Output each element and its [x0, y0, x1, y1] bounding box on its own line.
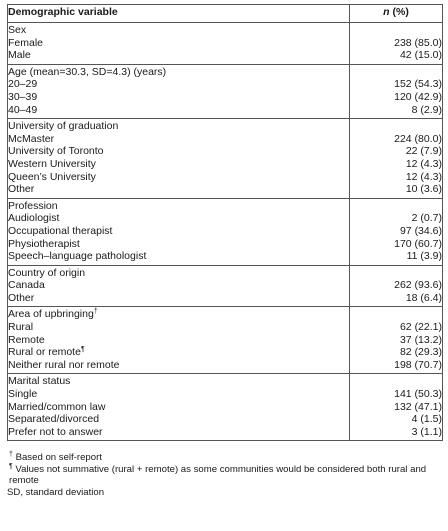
row-value: 238 (85.0): [350, 37, 443, 50]
row-label-text: Speech–language pathologist: [8, 250, 147, 263]
group-row-upbringing: [8, 307, 443, 321]
row-label: [8, 91, 350, 104]
group-value: [350, 23, 443, 37]
group-label-text: Profession: [8, 199, 58, 212]
group-label: [8, 198, 350, 212]
group-label: [8, 265, 350, 279]
row-label-text: Separated/divorced: [8, 413, 100, 426]
table-row: [8, 225, 443, 238]
row-value: 152 (54.3): [350, 78, 443, 91]
footnote-mark: †: [93, 308, 98, 316]
group-label-text: Sex: [8, 24, 27, 36]
header-n: n: [383, 6, 390, 18]
row-value: 198 (70.7): [350, 359, 443, 374]
footnotes: [7, 452, 443, 498]
group-value: [350, 307, 443, 321]
table-row: [8, 133, 443, 146]
table-row: [8, 413, 443, 426]
row-value: 37 (13.2): [350, 334, 443, 347]
row-value: 11 (3.9): [350, 250, 443, 265]
table-row: [8, 346, 443, 359]
row-value: 42 (15.0): [350, 49, 443, 64]
row-label: [8, 388, 350, 401]
row-value: 8 (2.9): [350, 104, 443, 119]
row-value: 3 (1.1): [350, 426, 443, 441]
footnote-self-report-text: Based on self-report: [12, 452, 102, 463]
row-value: 22 (7.9): [350, 145, 443, 158]
group-label-text: Area of upbringing: [8, 308, 94, 321]
row-value: 132 (47.1): [350, 401, 443, 414]
row-label-text: Queen’s University: [8, 170, 96, 183]
group-row-country: [8, 265, 443, 279]
table-row: [8, 292, 443, 307]
table-row: [8, 401, 443, 414]
row-label-text: Remote: [8, 333, 45, 346]
row-label-text: Married/common law: [8, 400, 106, 413]
row-label: [8, 426, 350, 441]
row-label-text: Male: [8, 49, 31, 62]
row-label: [8, 238, 350, 251]
group-label: [8, 374, 350, 388]
group-row-sex: [8, 23, 443, 37]
group-value: [350, 64, 443, 78]
row-label-text: Rural or remote: [8, 346, 81, 359]
row-label: [8, 401, 350, 414]
row-label: [8, 346, 350, 359]
table-row: [8, 91, 443, 104]
group-label: [8, 64, 350, 78]
row-value: 82 (29.3): [350, 346, 443, 359]
row-label: [8, 104, 350, 119]
row-label: [8, 37, 350, 50]
row-label-text: Physiotherapist: [8, 237, 80, 250]
row-label: [8, 250, 350, 265]
row-label: [8, 292, 350, 307]
row-label-text: Other: [8, 291, 35, 304]
footnote-mark: ¶: [80, 346, 85, 354]
demographics-table: [7, 4, 443, 441]
row-label-text: Western University: [8, 157, 96, 170]
row-label-text: University of Toronto: [8, 145, 104, 158]
group-label-text: Country of origin: [8, 266, 86, 279]
group-row-university: [8, 119, 443, 133]
group-label-text: Age (mean=30.3, SD=4.3) (years): [8, 65, 167, 78]
table-row: [8, 388, 443, 401]
row-label: [8, 78, 350, 91]
row-label: [8, 334, 350, 347]
row-label-text: 40–49: [8, 103, 38, 116]
table-row: [8, 145, 443, 158]
row-label: [8, 145, 350, 158]
group-row-profession: [8, 198, 443, 212]
table-row: [8, 279, 443, 292]
row-value: 2 (0.7): [350, 212, 443, 225]
footnote-summative-text: Values not summative (rural + remote) as some communities would be considered both rural and remote: [9, 463, 427, 487]
row-label: [8, 225, 350, 238]
row-label-text: Prefer not to answer: [8, 425, 103, 438]
row-label: [8, 49, 350, 64]
footnote-summative: [7, 464, 443, 487]
table-row: [8, 104, 443, 119]
row-value: 262 (93.6): [350, 279, 443, 292]
group-label-text: University of graduation: [8, 120, 119, 133]
row-value: 4 (1.5): [350, 413, 443, 426]
table-row: [8, 78, 443, 91]
table-row: [8, 250, 443, 265]
row-label: [8, 359, 350, 374]
table-row: [8, 359, 443, 374]
row-label: [8, 212, 350, 225]
row-label: [8, 321, 350, 334]
header-pct: (%): [389, 6, 409, 18]
row-label-text: Occupational therapist: [8, 224, 113, 237]
table-body: [8, 23, 443, 441]
table-row: [8, 183, 443, 198]
row-label-text: Single: [8, 388, 38, 401]
row-value: 141 (50.3): [350, 388, 443, 401]
row-value: 10 (3.6): [350, 183, 443, 198]
footnote-self-report: [7, 452, 443, 464]
row-label-text: Other: [8, 183, 35, 196]
row-label: [8, 279, 350, 292]
row-label: [8, 158, 350, 171]
pilcrow-mark: ¶: [9, 462, 13, 470]
row-value: 120 (42.9): [350, 91, 443, 104]
table-row: [8, 49, 443, 64]
row-value: 62 (22.1): [350, 321, 443, 334]
table-row: [8, 171, 443, 184]
group-value: [350, 198, 443, 212]
table-header-row: [8, 5, 443, 23]
group-label: [8, 307, 350, 321]
row-label-text: Female: [8, 36, 44, 49]
row-value: 12 (4.3): [350, 171, 443, 184]
group-value: [350, 265, 443, 279]
table-row: [8, 212, 443, 225]
table-row: [8, 158, 443, 171]
group-row-marital: [8, 374, 443, 388]
group-value: [350, 119, 443, 133]
table-row: [8, 321, 443, 334]
row-value: 224 (80.0): [350, 133, 443, 146]
row-label-text: Rural: [8, 321, 34, 334]
row-label-text: Neither rural nor remote: [8, 358, 120, 371]
row-label: [8, 183, 350, 198]
row-label-text: 30–39: [8, 90, 38, 103]
header-n-percent: [350, 5, 443, 23]
group-value: [350, 374, 443, 388]
table-row: [8, 334, 443, 347]
footnote-sd: SD, standard deviation: [7, 486, 105, 498]
row-value: 170 (60.7): [350, 238, 443, 251]
row-label-text: McMaster: [8, 132, 55, 145]
table-row: [8, 238, 443, 251]
row-value: 18 (6.4): [350, 292, 443, 307]
table-row: [8, 37, 443, 50]
row-value: 97 (34.6): [350, 225, 443, 238]
header-variable: Demographic variable: [8, 5, 350, 23]
row-value: 12 (4.3): [350, 158, 443, 171]
dagger-mark: †: [9, 451, 13, 458]
row-label: [8, 171, 350, 184]
group-label: [8, 23, 350, 37]
group-row-age: [8, 64, 443, 78]
group-label: [8, 119, 350, 133]
row-label-text: Canada: [8, 279, 45, 292]
row-label-text: 20–29: [8, 78, 38, 91]
row-label: [8, 133, 350, 146]
table-row: [8, 426, 443, 441]
row-label-text: Audiologist: [8, 212, 60, 225]
row-label: [8, 413, 350, 426]
group-label-text: Marital status: [8, 375, 71, 388]
